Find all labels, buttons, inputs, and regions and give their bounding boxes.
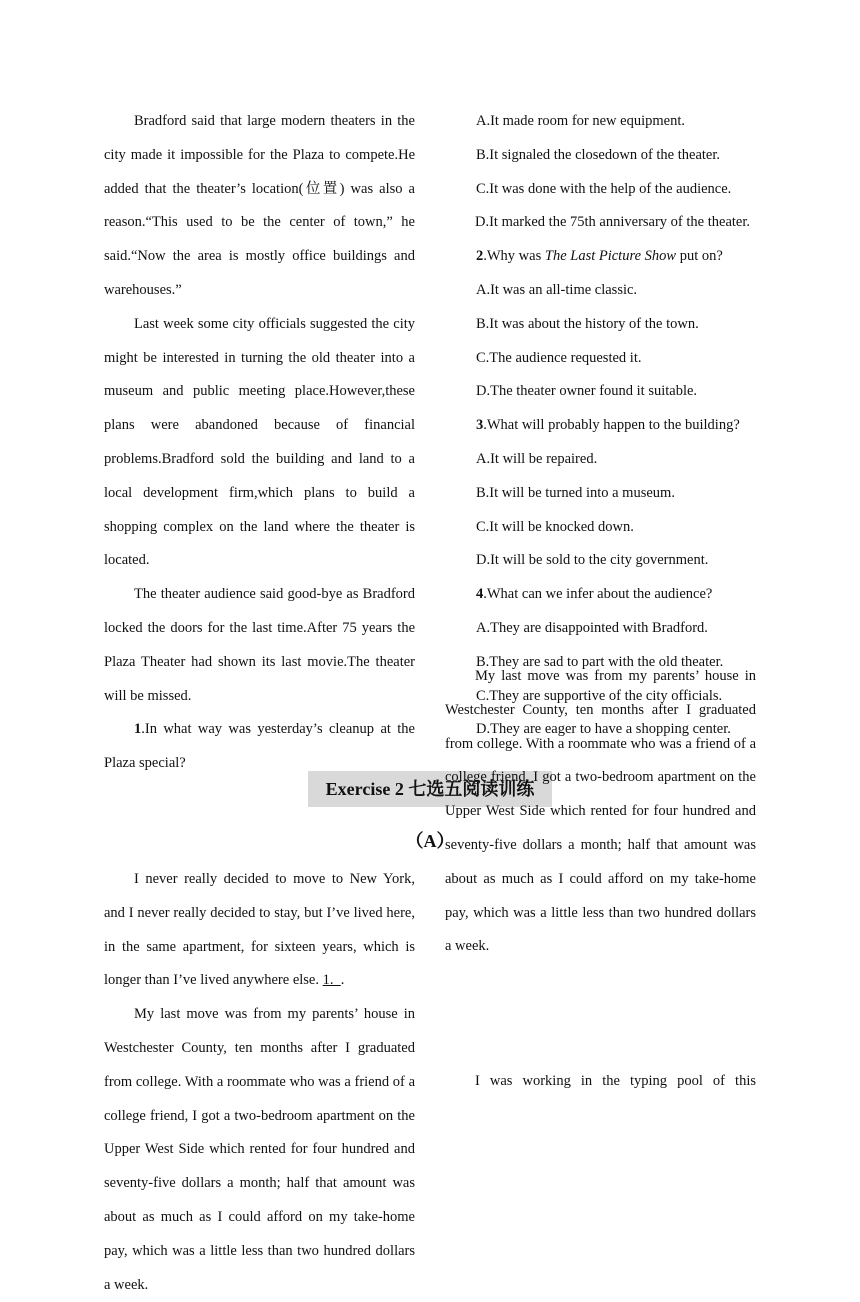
- option-4a: A.They are disappointed with Bradford.: [476, 619, 708, 636]
- option-3d: D.It will be sold to the city government.: [476, 552, 709, 569]
- passage-paragraph: My last move was from my parents’ house in Westchester County, ten months after I graduated from college. With a roommate who was a friend of a college friend, I got a two-bedroom apartment on the Upper West Side which rented for four hundred and seventy-five dollars a month; half that amount was about as much as I could afford on my take-home pay, which was a little less than two hundred dollars a week.: [104, 1006, 415, 1293]
- passage-paragraph: Bradford said that large modern theaters in the city made it impossible for the Plaza to compete.He added that the theater’s location(位置) was also a reason.“This used to be the center of town,” he said.“Now the area is mostly office buildings and warehouses.”: [104, 113, 415, 298]
- option-2c: C.The audience requested it.: [476, 349, 642, 366]
- paragraph-text: I never really decided to move to New York, and I never really decided to stay, but I’ve lived here, in the same apartment, for sixteen years, which is longer than I’ve lived anywhere else.: [104, 871, 415, 989]
- passage-paragraph: Last week some city officials suggested the city might be interested in turning the old theater into a museum and public meeting place.However,these plans were abandoned because of financial problems.Bradford sold the building and land to a local development firm,which plans to build a shopping complex on the land where the theater is located.: [104, 315, 415, 569]
- question-number: 4: [476, 586, 484, 603]
- passage-paragraph-continued: My last move was from my parents’ house in Westchester County, ten months after I graduated from college. With a roommate who was a friend of a college friend, I got a two-bedroom apartment on the Upper West Side which rented for four hundred and seventy-five dollars a month; half that amount was about as much as I could afford on my take-home pay, which was a little less than two hundred dollars a week.: [445, 668, 756, 955]
- option-2a: A.It was an all-time classic.: [476, 281, 638, 298]
- passage-paragraph: [104, 863, 415, 998]
- question-text: .What can we infer about the audience?: [483, 586, 713, 603]
- option-3a: A.It will be repaired.: [476, 450, 598, 467]
- section-label: （A）: [405, 831, 455, 851]
- option-3b: B.It will be turned into a museum.: [476, 484, 675, 501]
- question-text: .Why was: [483, 248, 545, 265]
- question-number: 1: [134, 721, 142, 738]
- option-4b: B.They are sad to part with the old theater.: [476, 653, 724, 670]
- option-4d: D.They are eager to have a shopping center.: [476, 721, 731, 738]
- option-1d: D.It marked the 75th anniversary of the theater.: [475, 214, 750, 231]
- question-3: [445, 409, 756, 443]
- right-column-top: [445, 105, 756, 747]
- question-number: 2: [476, 248, 484, 265]
- question-text: .In what way was yesterday’s cleanup at the Plaza special?: [104, 721, 415, 772]
- question-text: .What will probably happen to the building?: [483, 417, 740, 434]
- option-1c: C.It was done with the help of the audience.: [476, 180, 732, 197]
- left-column-top: [104, 105, 415, 781]
- question-text-end: put on?: [676, 248, 723, 265]
- paragraph-end: .: [340, 972, 345, 989]
- option-2d: D.The theater owner found it suitable.: [476, 383, 698, 400]
- option-4c: C.They are supportive of the city officials.: [476, 687, 723, 704]
- passage-paragraph: The theater audience said good-bye as Bradford locked the doors for the last time.After 75 years the Plaza Theater had shown its last movie.The theater will be missed.: [104, 586, 415, 704]
- option-2b: B.It was about the history of the town.: [476, 315, 699, 332]
- answer-blank[interactable]: [323, 972, 341, 988]
- blank-number: 1.: [322, 972, 334, 989]
- question-4: [445, 578, 756, 612]
- option-3c: C.It will be knocked down.: [476, 518, 634, 535]
- option-1a: A.It made room for new equipment.: [476, 113, 685, 129]
- question-number: 3: [476, 417, 484, 434]
- option-1b: B.It signaled the closedown of the theater.: [476, 146, 721, 163]
- passage-a-left: [104, 863, 415, 1293]
- passage-paragraph: I was working in the typing pool of this: [475, 1073, 756, 1089]
- exercise-title: Exercise 2 七选五阅读训练: [308, 771, 552, 807]
- question-2: [445, 240, 756, 274]
- passage-paragraph-2-wrap: [104, 998, 415, 1293]
- movie-title: The Last Picture Show: [544, 248, 677, 265]
